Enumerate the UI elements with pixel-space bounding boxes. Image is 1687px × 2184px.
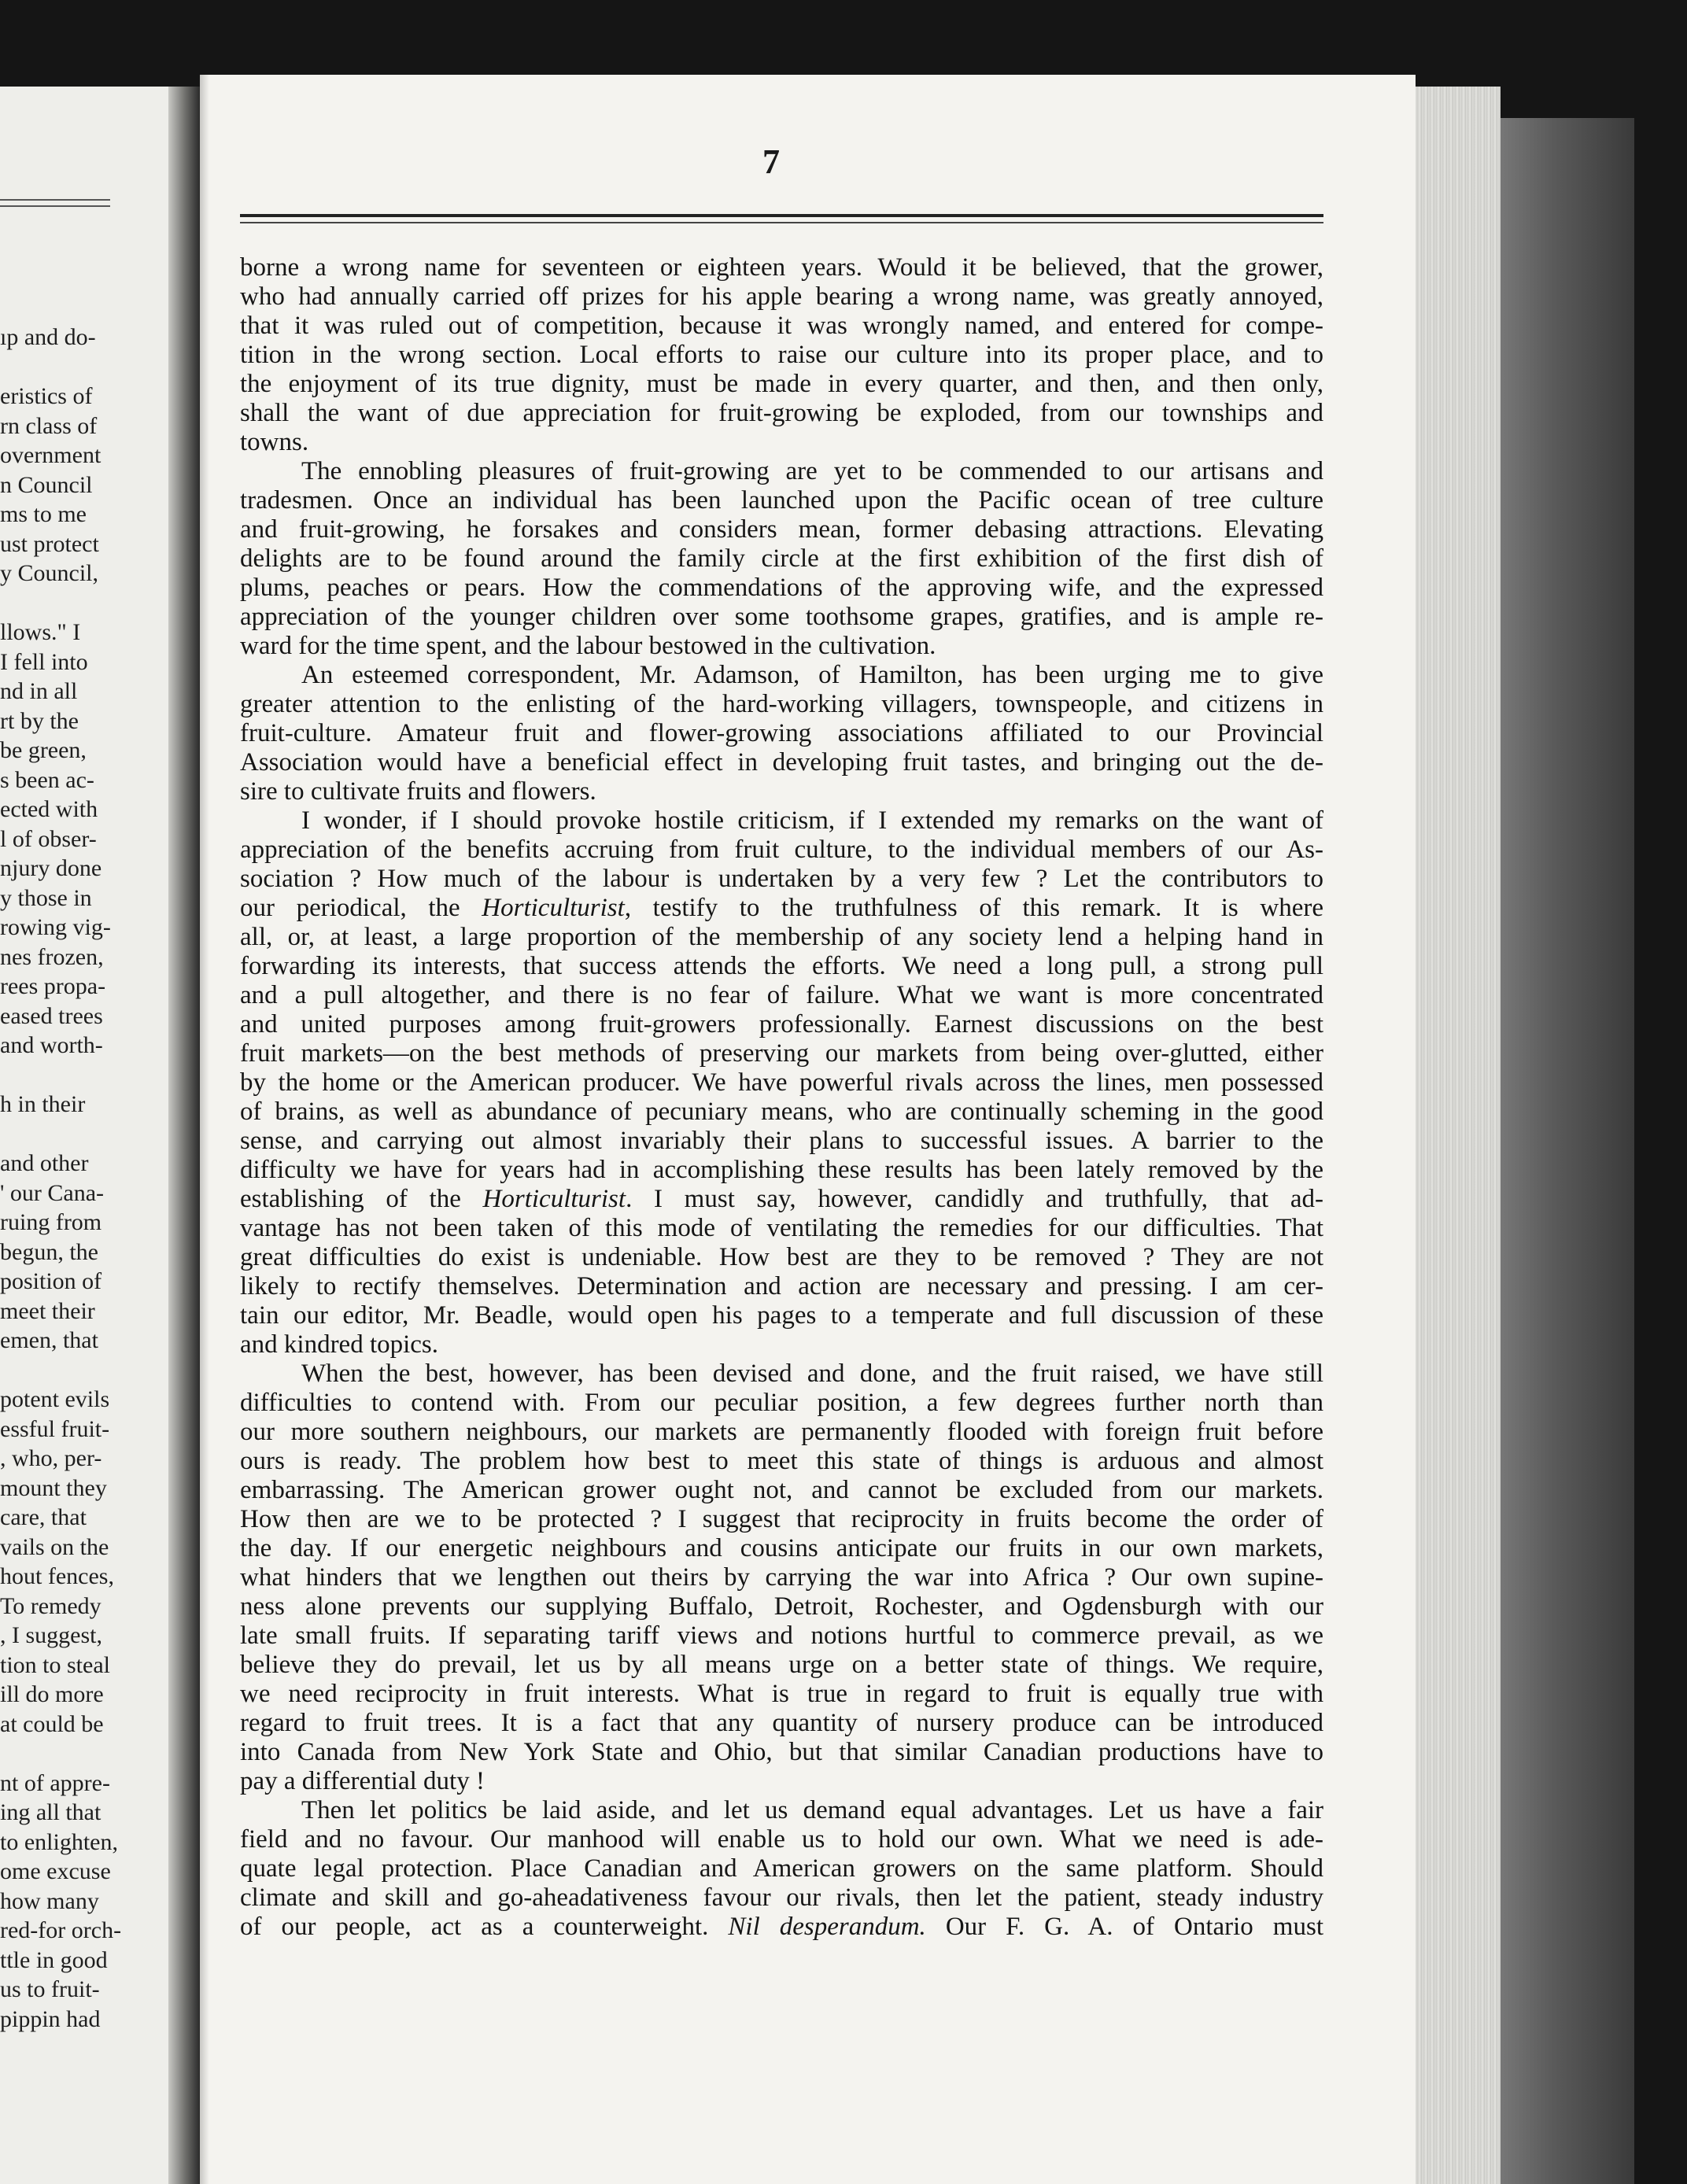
left-page-line: potent evils xyxy=(0,1386,110,1412)
left-page-line: ' our Cana- xyxy=(0,1179,105,1206)
left-page-line: hout fences, xyxy=(0,1563,114,1589)
text-line: ward for the time spent, and the labour bestowed in the cultivation. xyxy=(240,632,936,660)
left-page-line xyxy=(0,352,168,382)
italic-title: Nil desperandum. xyxy=(728,1913,926,1941)
left-page-line: rt by the xyxy=(0,707,79,734)
left-page-line: nd in all xyxy=(0,678,78,704)
left-page-line: rees propa- xyxy=(0,973,106,999)
left-page-line xyxy=(0,1120,168,1149)
text-line: establishing of the Horticulturist. I must say, however, candidly and truthfully, that ad- xyxy=(240,1185,1323,1213)
left-page-line: l of obser- xyxy=(0,825,97,852)
text-line: embarrassing. The American grower ought not, and cannot be excluded from our markets. xyxy=(240,1476,1323,1504)
left-page-line: ms to me xyxy=(0,501,87,527)
left-page-line: tion to steal xyxy=(0,1651,110,1678)
text-line: pay a differential duty ! xyxy=(240,1767,485,1795)
italic-title: Horticulturist xyxy=(482,1185,626,1213)
text-line: Association would have a beneficial effect in developing fruit tastes, and bringing out the de- xyxy=(240,748,1323,777)
left-facing-page xyxy=(0,87,168,2184)
text-line: the day. If our energetic neighbours and cousins anticipate our fruits in our own markets, xyxy=(240,1534,1323,1562)
left-page-line: eased trees xyxy=(0,1002,103,1029)
text-line: I wonder, if I should provoke hostile criticism, if I extended my remarks on the want of xyxy=(301,806,1323,835)
text-line: tition in the wrong section. Local efforts to raise our culture into its proper place, and to xyxy=(240,341,1323,369)
left-page-line: and other xyxy=(0,1150,89,1176)
text-line: who had annually carried off prizes for his apple bearing a wrong name, was greatly annoyed, xyxy=(240,282,1323,311)
left-page-line: ill do more xyxy=(0,1681,104,1707)
left-page-line: begun, the xyxy=(0,1238,98,1265)
text-line: sociation ? How much of the labour is undertaken by a very few ? Let the contributors to xyxy=(240,865,1323,893)
text-line: by the home or the American producer. We have powerful rivals across the lines, men possessed xyxy=(240,1068,1323,1097)
text-line: sense, and carrying out almost invariably their plans to successful issues. A barrier to the xyxy=(240,1127,1323,1155)
page-edge-shadow xyxy=(200,75,209,2184)
text-line: and fruit-growing, he forsakes and considers mean, former debasing attractions. Elevating xyxy=(240,515,1323,544)
left-page-line: us to fruit- xyxy=(0,1976,100,2002)
text-line: that it was ruled out of competition, because it was wrongly named, and entered for compe- xyxy=(240,312,1323,340)
left-page-line: ruing from xyxy=(0,1209,102,1235)
text-line: difficulty we have for years had in accomplishing these results has been lately removed by the xyxy=(240,1156,1323,1184)
left-page-line: eristics of xyxy=(0,383,93,409)
left-page-line xyxy=(0,1739,168,1769)
text-line: our periodical, the Horticulturist, testify to the truthfulness of this remark. It is where xyxy=(240,894,1323,922)
text-line: regard to fruit trees. It is a fact that any quantity of nursery produce can be introduced xyxy=(240,1709,1323,1737)
text-line: ours is ready. The problem how best to meet this state of things is arduous and almost xyxy=(240,1447,1323,1475)
article-body xyxy=(240,253,1323,1942)
left-page-line: y Council, xyxy=(0,560,98,586)
italic-title: Horticulturist xyxy=(482,894,625,922)
book-gutter xyxy=(168,87,200,2184)
text-line: towns. xyxy=(240,428,309,456)
left-page-line: and worth- xyxy=(0,1032,103,1058)
left-page-text-fragments xyxy=(0,323,168,2034)
left-page-rule xyxy=(0,205,110,207)
left-page-line: ected with xyxy=(0,796,98,822)
text-line: and kindred topics. xyxy=(240,1330,439,1359)
text-line: fruit-culture. Amateur fruit and flower-growing associations affiliated to our Provincial xyxy=(240,719,1323,747)
page-number: 7 xyxy=(762,142,780,181)
left-page-line: ing all that xyxy=(0,1799,102,1825)
text-line: into Canada from New York State and Ohio, but that similar Canadian productions have to xyxy=(240,1738,1323,1766)
left-page-line: nt of appre- xyxy=(0,1769,110,1796)
text-line: likely to rectify themselves. Determination and action are necessary and pressing. I am cer- xyxy=(240,1272,1323,1300)
text-line: ness alone prevents our supplying Buffalo, Detroit, Rochester, and Ogdensburgh with our xyxy=(240,1592,1323,1621)
left-page-line: rn class of xyxy=(0,412,98,439)
text-line: tradesmen. Once an individual has been launched upon the Pacific ocean of tree culture xyxy=(240,486,1323,515)
text-line: our more southern neighbours, our markets are permanently flooded with foreign fruit before xyxy=(240,1418,1323,1446)
left-page-line: rowing vig- xyxy=(0,914,111,940)
left-page-line: vails on the xyxy=(0,1533,109,1560)
text-line: delights are to be found around the family circle at the first exhibition of the first dish of xyxy=(240,544,1323,573)
left-page-line: h in their xyxy=(0,1091,86,1117)
text-line: of brains, as well as abundance of pecuniary means, who are continually scheming in the good xyxy=(240,1098,1323,1126)
left-page-line: emen, that xyxy=(0,1327,98,1353)
text-line: tain our editor, Mr. Beadle, would open his pages to a temperate and full discussion of these xyxy=(240,1301,1323,1330)
left-page-line: ttle in good xyxy=(0,1946,108,1973)
text-line: vantage has not been taken of this mode of ventilating the remedies for our difficulties. That xyxy=(240,1214,1323,1242)
left-page-line: ust protect xyxy=(0,530,99,557)
left-page-line: I fell into xyxy=(0,648,88,675)
left-page-rule xyxy=(0,199,110,201)
left-page-line: To remedy xyxy=(0,1592,102,1619)
text-line: late small fruits. If separating tariff views and notions hurtful to commerce prevail, as we xyxy=(240,1621,1323,1650)
text-line: The ennobling pleasures of fruit-growing are yet to be commended to our artisans and xyxy=(301,457,1323,485)
text-line: the enjoyment of its true dignity, must be made in every quarter, and then, and then only, xyxy=(240,370,1323,398)
text-line: and united purposes among fruit-growers professionally. Earnest discussions on the best xyxy=(240,1010,1323,1039)
text-line: of our people, act as a counterweight. Nil desperandum. Our F. G. A. of Ontario must xyxy=(240,1913,1323,1941)
text-line: quate legal protection. Place Canadian and American growers on the same platform. Should xyxy=(240,1854,1323,1883)
text-line: great difficulties do exist is undeniable. How best are they to be removed ? They are not xyxy=(240,1243,1323,1271)
left-page-line: , who, per- xyxy=(0,1445,102,1471)
text-line: An esteemed correspondent, Mr. Adamson, of Hamilton, has been urging me to give xyxy=(301,661,1323,689)
left-page-line: position of xyxy=(0,1268,102,1294)
left-page-line: care, that xyxy=(0,1504,87,1530)
left-page-line: ıp and do- xyxy=(0,324,96,350)
left-page-line: meet their xyxy=(0,1297,95,1324)
text-line: appreciation of the benefits accruing from fruit culture, to the individual members of our As- xyxy=(240,836,1323,864)
text-line: difficulties to contend with. From our peculiar position, a few degrees further north than xyxy=(240,1389,1323,1417)
text-line: what hinders that we lengthen out theirs by carrying the war into Africa ? Our own supine- xyxy=(240,1563,1323,1592)
text-line: all, or, at least, a large proportion of the membership of any society lend a helping hand in xyxy=(240,923,1323,951)
text-line: climate and skill and go-aheadativeness favour our rivals, then let the patient, steady industry xyxy=(240,1883,1323,1912)
text-line: sire to cultivate fruits and flowers. xyxy=(240,777,596,806)
header-rule xyxy=(240,214,1323,217)
text-line: Then let politics be laid aside, and let us demand equal advantages. Let us have a fair xyxy=(301,1796,1323,1824)
text-line: field and no favour. Our manhood will enable us to hold our own. What we need is ade- xyxy=(240,1825,1323,1854)
left-page-line xyxy=(0,1061,168,1090)
left-page-line: ome excuse xyxy=(0,1858,111,1884)
text-line: believe they do prevail, let us by all means urge on a better state of things. We require, xyxy=(240,1651,1323,1679)
left-page-line: nes frozen, xyxy=(0,943,104,970)
text-line: When the best, however, has been devised and done, and the fruit raised, we have still xyxy=(301,1359,1323,1388)
text-line: we need reciprocity in fruit interests. What is true in regard to fruit is equally true with xyxy=(240,1680,1323,1708)
left-page-line: s been ac- xyxy=(0,766,94,793)
left-page-line: red-for orch- xyxy=(0,1917,122,1943)
left-page-line: to enlighten, xyxy=(0,1828,118,1855)
left-page-line: njury done xyxy=(0,855,102,881)
left-page-line: essful fruit- xyxy=(0,1415,110,1442)
text-line: borne a wrong name for seventeen or eighteen years. Would it be believed, that the grower, xyxy=(240,253,1323,282)
left-page-line: , I suggest, xyxy=(0,1622,102,1648)
header-rule-thin xyxy=(240,222,1323,223)
text-line: forwarding its interests, that success attends the efforts. We need a long pull, a strong pull xyxy=(240,952,1323,980)
left-page-line: pippin had xyxy=(0,2005,101,2032)
left-page-line: llows." I xyxy=(0,619,81,645)
text-line: fruit markets—on the best methods of preserving our markets from being over-glutted, either xyxy=(240,1039,1323,1068)
page-stack-edges xyxy=(1416,87,1501,2184)
left-page-line: overnment xyxy=(0,442,102,468)
text-line: and a pull altogether, and there is no fear of failure. What we want is more concentrated xyxy=(240,981,1323,1009)
left-page-line: y those in xyxy=(0,884,92,911)
left-page-line: be green, xyxy=(0,737,87,763)
left-page-line xyxy=(0,588,168,618)
left-page-line: n Council xyxy=(0,471,93,498)
text-line: plums, peaches or pears. How the commendations of the approving wife, and the expressed xyxy=(240,574,1323,602)
book-cover-edge xyxy=(1501,118,1634,2184)
text-line: shall the want of due appreciation for fruit-growing be exploded, from our townships and xyxy=(240,399,1323,427)
text-line: How then are we to be protected ? I suggest that reciprocity in fruits become the order of xyxy=(240,1505,1323,1533)
left-page-line xyxy=(0,1356,168,1385)
left-page-line: mount they xyxy=(0,1474,107,1501)
left-page-line: how many xyxy=(0,1887,99,1914)
text-line: greater attention to the enlisting of the hard-working villagers, townspeople, and citizens in xyxy=(240,690,1323,718)
text-line: appreciation of the younger children over some toothsome grapes, gratifies, and is ample re- xyxy=(240,603,1323,631)
left-page-line: at could be xyxy=(0,1710,104,1737)
